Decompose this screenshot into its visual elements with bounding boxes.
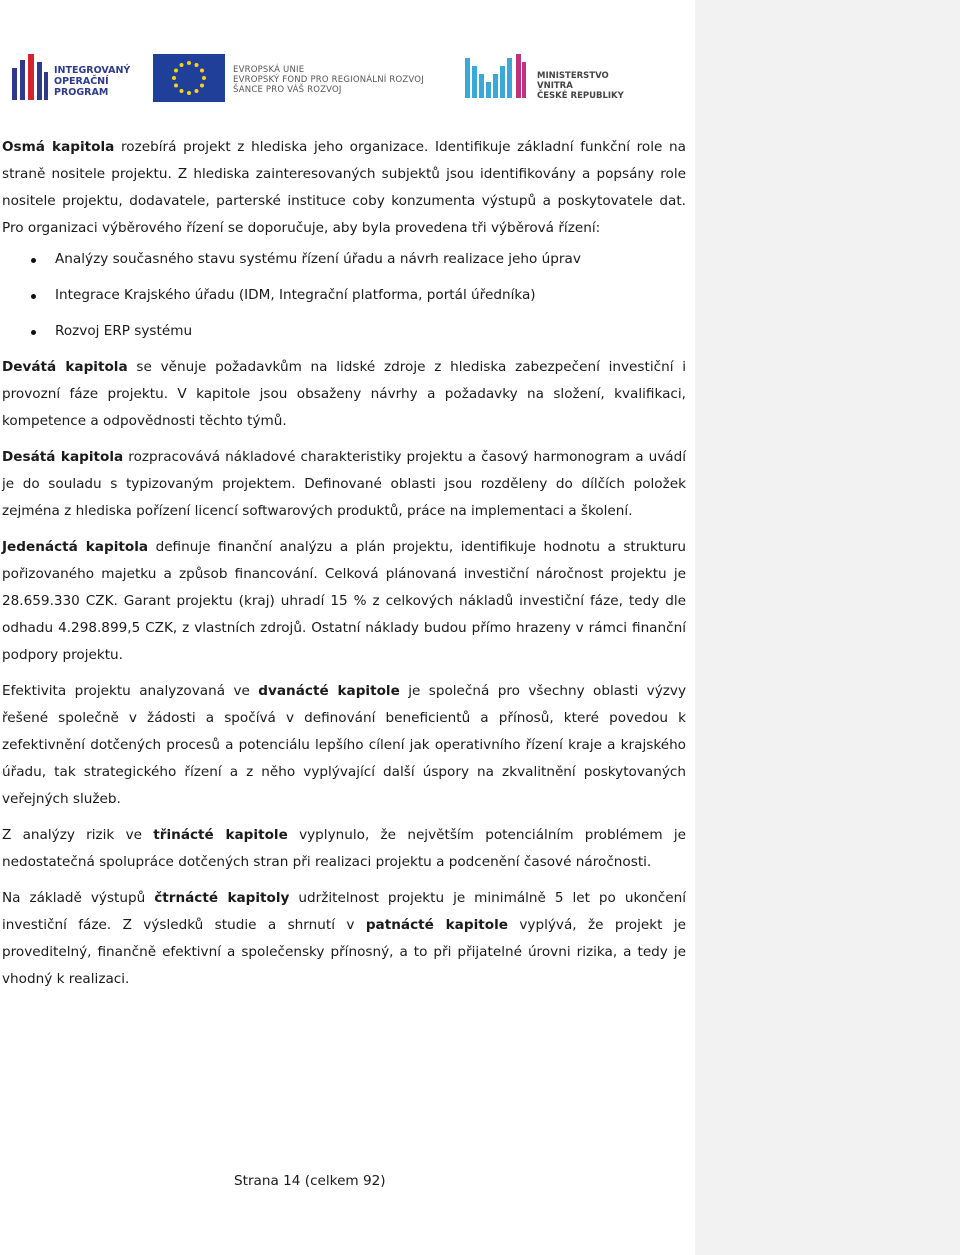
- bullet-icon: [31, 258, 36, 263]
- chapter-title: třinácté kapitole: [153, 827, 288, 843]
- iop-logo-line: PROGRAM: [54, 86, 109, 98]
- paragraph-chapter-8: [2, 134, 686, 242]
- eu-logo-line: EVROPSKÝ FOND PRO REGIONÁLNÍ ROZVOJ: [233, 74, 424, 85]
- paragraph-text: Efektivita projektu analyzovaná ve: [2, 683, 259, 699]
- list-item: [2, 246, 686, 282]
- header-logos: [0, 48, 695, 108]
- list-item-text: Integrace Krajského úřadu (IDM, Integrační platforma, portál úředníka): [55, 287, 536, 303]
- page-number: Strana 14 (celkem 92): [234, 1173, 386, 1189]
- eu-logo-line: ŠANCE PRO VÁŠ ROZVOJ: [233, 84, 342, 95]
- bullet-icon: [31, 330, 36, 335]
- iop-logo-line: INTEGROVANÝ: [54, 65, 131, 76]
- chapter-title: čtrnácté kapitoly: [154, 890, 290, 906]
- iop-logo-line: OPERAČNÍ: [54, 75, 109, 87]
- paragraph-chapter-14-15: [2, 885, 686, 993]
- chapter-title: Devátá kapitola: [2, 359, 128, 375]
- chapter-title: Desátá kapitola: [2, 449, 124, 465]
- paragraph-text: rozebírá projekt z hlediska jeho organizace. Identifikuje základní funkční role na straně nositele projektu. Z hlediska zainteresovaných subjektů jsou identifikovány a popsány role nositele projektu, dodavatele, parterské instituce coby konzumenta výstupů a poskytovatele dat. Pro organizaci výběrového řízení se doporučuje, aby byla provedena tři výběrová řízení:: [2, 139, 686, 236]
- list-item: [2, 282, 686, 318]
- eu-logo: [153, 52, 443, 104]
- mv-logo-line: MINISTERSTVO VNITRA: [537, 71, 609, 91]
- paragraph-chapter-10: [2, 444, 686, 525]
- mv-grid-icon: [465, 52, 527, 102]
- paragraph-chapter-11: [2, 534, 686, 669]
- list-item-text: Rozvoj ERP systému: [55, 323, 193, 339]
- paragraph-text: udržitelnost projektu je minimálně 5 let po ukončení investiční fáze. Z výsledků studie a shrnutí v: [2, 890, 686, 933]
- paragraph-chapter-12: [2, 678, 686, 813]
- paragraph-text: se věnuje požadavkům na lidské zdroje z hlediska zabezpečení investiční i provozní fáze projektu. V kapitole jsou obsaženy návrhy a požadavky na složení, kvalifikaci, kompetence a odpovědnosti těchto týmů.: [2, 359, 686, 429]
- paragraph-text: vyplývá, že projekt je proveditelný, finančně efektivní a společensky přínosný, a to při přijatelné úrovni rizika, a tedy je vhodný k realizaci.: [2, 917, 686, 987]
- mv-logo: [465, 52, 645, 104]
- paragraph-text: Z analýzy rizik ve: [2, 827, 154, 843]
- paragraph-text: vyplynulo, že největším potenciálním problémem je nedostatečná spolupráce dotčených stran při realizaci projektu a podcenění časové náročnosti.: [2, 827, 687, 870]
- list-item: [2, 318, 686, 354]
- chapter-title: Osmá kapitola: [2, 139, 115, 155]
- mv-logo-line: ČESKÉ REPUBLIKY: [537, 90, 624, 101]
- paragraph-text: definuje finanční analýzu a plán projektu, identifikuje hodnotu a strukturu pořizovaného majetku a způsob financování. Celková plánovaná investiční náročnost projektu je 28.659.330 CZK. Garant projektu (kraj) uhradí 15 % z celkových nákladů investiční fáze, tedy dle odhadu 4.298.899,5 CZK, z vlastních zdrojů. Ostatní náklady budou přímo hrazeny v rámci finanční podpory projektu.: [2, 539, 686, 663]
- paragraph-chapter-13: [2, 822, 686, 876]
- chapter-title: Jedenáctá kapitola: [2, 539, 149, 555]
- document-body: [2, 134, 686, 1002]
- comment-margin-panel: [695, 0, 960, 1255]
- eu-flag-icon: [153, 54, 225, 102]
- chapter-title: patnácté kapitole: [365, 917, 508, 933]
- list-item-text: Analýzy současného stavu systému řízení úřadu a návrh realizace jeho úprav: [55, 251, 581, 267]
- paragraph-text: je společná pro všechny oblasti výzvy řešené společně v žádosti a spočívá v definování beneficientů a přínosů, které povedou k zefektivnění dotčených procesů a potenciálu lepšího cílení jak operativního řízení kraje a krajského úřadu, tak strategického řízení a z něho vyplývající další úspory na zkvalitnění poskytovaných veřejných služeb.: [2, 683, 686, 807]
- bullet-icon: [31, 294, 36, 299]
- tender-list: [2, 246, 686, 354]
- eu-logo-line: EVROPSKÁ UNIE: [233, 65, 305, 75]
- paragraph-chapter-9: [2, 354, 686, 435]
- iop-bars-icon: [10, 52, 50, 102]
- chapter-title: dvanácté kapitole: [258, 683, 400, 699]
- paragraph-text: Na základě výstupů: [2, 890, 155, 906]
- iop-logo: [10, 52, 140, 104]
- paragraph-text: rozpracovává nákladové charakteristiky projektu a časový harmonogram a uvádí je do souladu s typizovaným projektem. Definované oblasti jsou rozděleny do dílčích položek zejména z hlediska pořízení licencí softwarových produktů, práce na implementaci a školení.: [2, 449, 686, 519]
